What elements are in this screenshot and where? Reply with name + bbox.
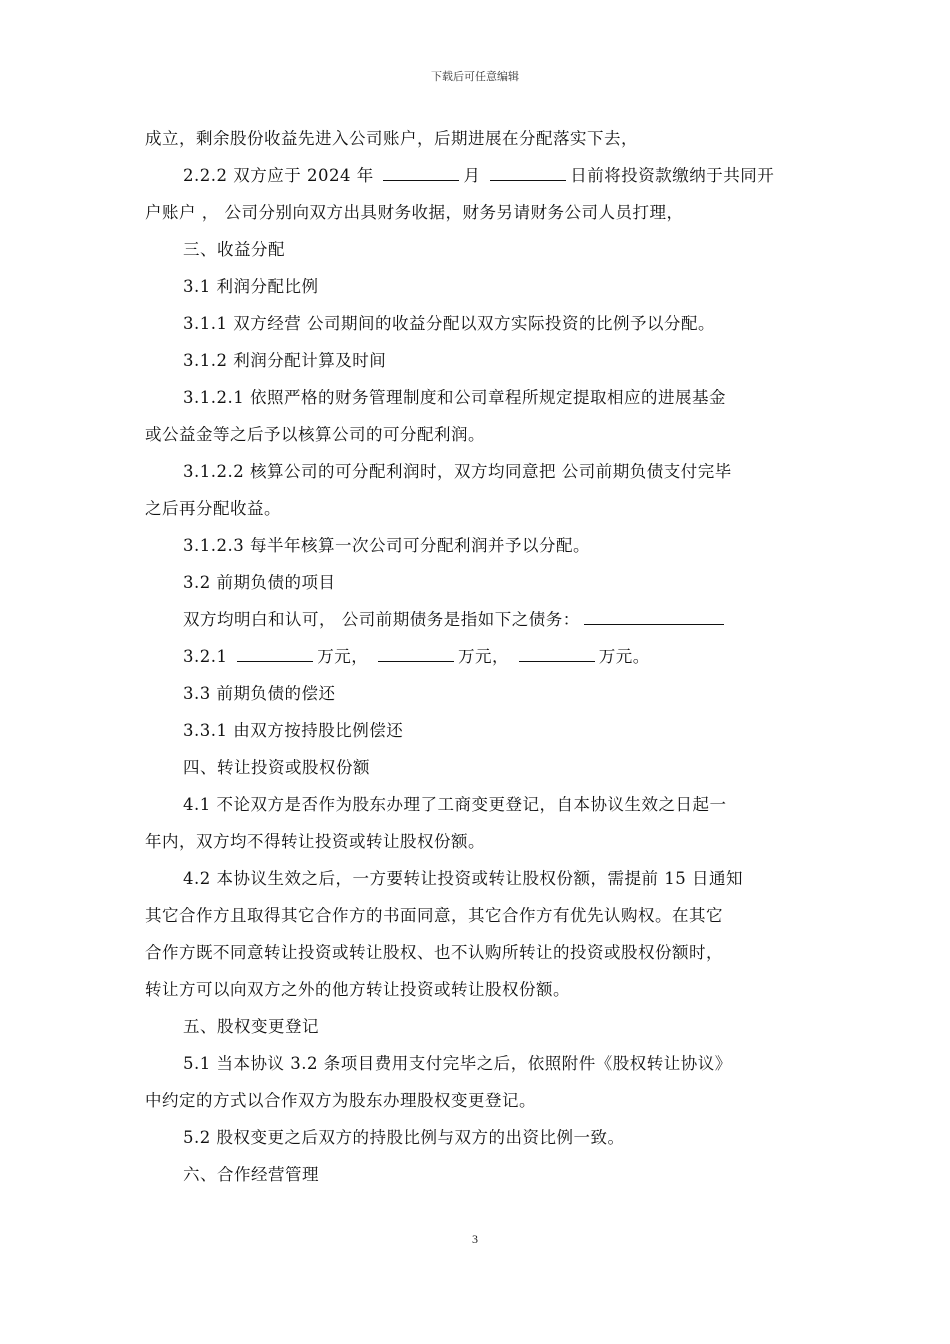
paragraph-line: 3.1.2.2 核算公司的可分配利润时，双方均同意把 公司前期负债支付完毕 bbox=[183, 462, 732, 481]
amount-blank bbox=[378, 647, 454, 662]
section-heading: 五、股权变更登记 bbox=[183, 1017, 319, 1036]
text-segment: 万元， bbox=[317, 647, 369, 666]
paragraph-line: 4.2 本协议生效之后，一方要转让投资或转让股权份额，需提前 15 日通知 bbox=[183, 869, 743, 888]
section-heading: 四、转让投资或股权份额 bbox=[183, 758, 370, 777]
day-blank bbox=[490, 166, 566, 181]
paragraph-line: 转让方可以向双方之外的他方转让投资或转让股权份额。 bbox=[145, 980, 570, 999]
paragraph-line: 4.1 不论双方是否作为股东办理了工商变更登记，自本协议生效之日起一 bbox=[183, 795, 727, 814]
paragraph-line: 3.3.1 由双方按持股比例偿还 bbox=[183, 721, 404, 740]
debt-description-blank bbox=[584, 610, 724, 625]
page-number: 3 bbox=[472, 1232, 478, 1246]
paragraph-line-2-2-2 bbox=[145, 157, 810, 194]
paragraph-line: 3.1.2.3 每半年核算一次公司可分配利润并予以分配。 bbox=[183, 536, 590, 555]
text-segment: 万元， bbox=[457, 647, 509, 666]
paragraph-line-3-2-1 bbox=[145, 638, 810, 675]
document-body bbox=[145, 120, 810, 1193]
paragraph-line: 年内，双方均不得转让投资或转让股权份额。 bbox=[145, 832, 485, 851]
month-blank bbox=[383, 166, 459, 181]
amount-blank bbox=[519, 647, 595, 662]
paragraph-line: 5.2 股权变更之后双方的持股比例与双方的出资比例一致。 bbox=[183, 1128, 625, 1147]
paragraph-line-debts bbox=[145, 601, 810, 638]
subsection-heading: 3.3 前期负债的偿还 bbox=[183, 684, 336, 703]
paragraph-line: 其它合作方且取得其它合作方的书面同意，其它合作方有优先认购权。在其它 bbox=[145, 906, 723, 925]
section-heading: 六、合作经营管理 bbox=[183, 1165, 319, 1184]
paragraph-line: 3.1.1 双方经营 公司期间的收益分配以双方实际投资的比例予以分配。 bbox=[183, 314, 715, 333]
paragraph-line: 5.1 当本协议 3.2 条项目费用支付完毕之后，依照附件《股权转让协议》 bbox=[183, 1054, 732, 1073]
paragraph-line: 之后再分配收益。 bbox=[145, 499, 281, 518]
page-header: 下载后可任意编辑 bbox=[431, 70, 519, 83]
section-heading: 三、收益分配 bbox=[183, 240, 285, 259]
paragraph-line: 户账户 ， 公司分别向双方出具财务收据，财务另请财务公司人员打理， bbox=[145, 203, 684, 222]
paragraph-line: 成立，剩余股份收益先进入公司账户，后期进展在分配落实下去， bbox=[145, 129, 638, 148]
text-segment: 3.2.1 bbox=[183, 647, 228, 666]
subsection-heading: 3.1 利润分配比例 bbox=[183, 277, 319, 296]
subsection-heading: 3.1.2 利润分配计算及时间 bbox=[183, 351, 387, 370]
subsection-heading: 3.2 前期负债的项目 bbox=[183, 573, 336, 592]
text-segment: 双方均明白和认可， 公司前期债务是指如下之债务： bbox=[183, 610, 580, 629]
paragraph-line: 或公益金等之后予以核算公司的可分配利润。 bbox=[145, 425, 485, 444]
text-segment: 2.2.2 双方应于 2024 年 bbox=[183, 166, 374, 185]
text-segment: 月 bbox=[463, 166, 481, 185]
paragraph-line: 中约定的方式以合作双方为股东办理股权变更登记。 bbox=[145, 1091, 536, 1110]
text-segment: 万元。 bbox=[598, 647, 650, 666]
text-segment: 日前将投资款缴纳于共同开 bbox=[570, 166, 775, 185]
amount-blank bbox=[237, 647, 313, 662]
paragraph-line: 合作方既不同意转让投资或转让股权、也不认购所转让的投资或股权份额时， bbox=[145, 943, 723, 962]
paragraph-line: 3.1.2.1 依照严格的财务管理制度和公司章程所规定提取相应的进展基金 bbox=[183, 388, 726, 407]
